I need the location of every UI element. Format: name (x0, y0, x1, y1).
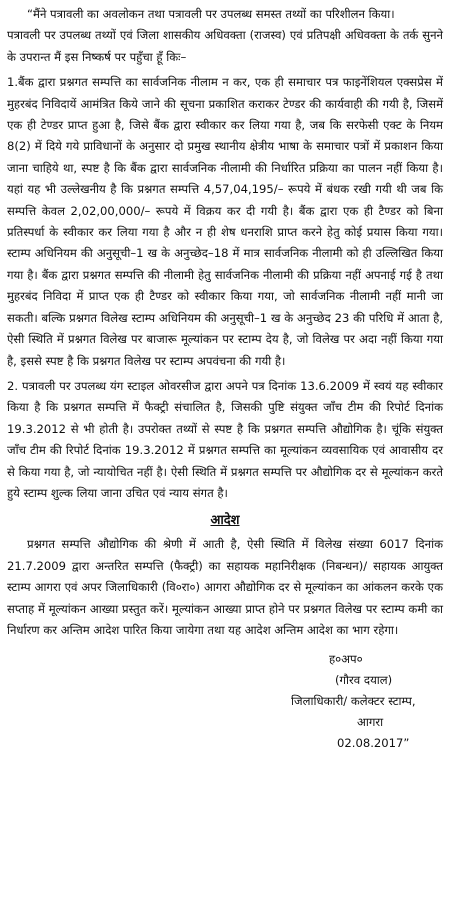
intro-line-2: पत्रावली पर उपलब्ध तथ्यों एवं जिला शासकीय अधिवक्ता (राजस्व) एवं प्रतिपक्षी अधिवक्ता के तर्क सुनने के उपरान्त मैं इस निष्कर्ष पर पहुँचा हूँ किः– (7, 28, 443, 64)
finding-point-2: 2. पत्रावली पर उपलब्ध यंग स्टाइल ओवरसीज द्वारा अपने पत्र दिनांक 13.6.2009 में स्वयं यह स्वीकार किया है कि प्रश्नगत सम्पत्ति में फैक्ट्री संचालित है, जिसकी पुष्टि संयुक्त जाँच टीम की रिपोर्ट दिनांक 19.3.2012 से भी होती है। उपरोक्त तथ्यों से स्पष्ट है कि प्रश्नगत सम्पत्ति औद्योगिक है। चूंकि संयुक्त जाँच टीम की रिपोर्ट दिनांक 19.3.2012 में प्रश्नगत सम्पत्ति का मूल्यांकन व्यवसायिक एवं आवासीय दर से किया गया है, जो न्यायोचित नहीं है। ऐसी स्थिति में प्रश्नगत सम्पत्ति पर औद्योगिक दर से मूल्यांकन करते हुये स्टाम्प शुल्क लिया जाना उचित एवं न्याय संगत है। (7, 378, 443, 500)
order-text: प्रश्नगत सम्पत्ति औद्योगिक की श्रेणी में आती है, ऐसी स्थिति में विलेख संख्या 6017 दिनांक 21.7.2009 द्वारा अन्तरित सम्पत्ति (फैक्ट्री) का सहायक महानिरीक्षक (निबन्धन)/ सहायक आयुक्त स्टाम्प आगरा एवं अपर जिलाधिकारी (वि०रा०) आगरा औद्योगिक दर से मूल्यांकन का आंकलन करके एक सप्ताह में मूल्यांकन आख्या प्रस्तुत करें। मूल्यांकन आख्या प्राप्त होने पर प्रश्नगत विलेख पर स्टाम्प कमी का निर्धारण कर अन्तिम आदेश पारित किया जायेगा तथा यह आदेश अन्तिम आदेश का भाग रहेगा। (7, 537, 443, 637)
signatory-city: आगरा (357, 715, 384, 730)
signatory-designation: जिलाधिकारी/ कलेक्टर स्टाम्प, (291, 694, 416, 709)
signatory-name: (गौरव दयाल) (335, 673, 393, 688)
order-date: 02.08.2017” (337, 736, 410, 751)
signature-initials: ह०अप० (329, 652, 363, 667)
order-heading: आदेश (210, 513, 240, 529)
intro-line-1: “मैंने पत्रावली का अवलोकन तथा पत्रावली पर उपलब्ध समस्त तथ्यों का परिशीलन किया। (27, 7, 395, 21)
signature-block (7, 649, 443, 754)
finding-point-1: 1.बैंक द्वारा प्रश्नगत सम्पत्ति का सार्वजनिक नीलाम न कर, एक ही समाचार पत्र फाइनेंशियल एक्सप्रेस में मुहरबंद निविदायें आमंत्रित किये जाने की सूचना प्रकाशित कराकर टेण्डर की कार्यवाही की गयी है, जिसमें एक ही टेण्डर प्राप्त हुआ है, जिसे बैंक द्वारा स्वीकार कर लिया गया है, जब कि सरफेसी एक्ट के नियम 8(2) में दिये गये प्राविधानों के अनुसार दो प्रमुख स्थानीय क्षेत्रीय भाषा के समाचार पत्रों में प्रकाशन किया जाना चाहिये था, स्पष्ट है कि बैंक द्वारा सार्वजनिक नीलामी की निर्धारित प्रक्रिया का पालन नहीं किया है। यहां यह भी उल्लेखनीय है कि प्रश्नगत सम्पत्ति 4,57,04,195/– रूपये में बंधक रखी गयी थी जब कि सम्पत्ति केवल 2,02,00,000/– रूपये में विक्रय कर दी गयी है। बैंक द्वारा एक ही टैण्डर को बिना प्रतिस्पर्धा के स्वीकार कर लिया गया है और न ही शेष धनराशि प्राप्त करने हेतु कोई प्रयास किया गया। स्टाम्प अधिनियम की अनुसूची–1 ख के अनुच्छेद–18 में मात्र सार्वजनिक नीलामी को ही उल्लिखित किया गया है। बैंक द्वारा प्रश्नगत सम्पत्ति की नीलामी हेतु सार्वजनिक नीलामी की प्रक्रिया नहीं अपनाई गई है तथा मुहरबंद निविदा में प्राप्त एक ही टैण्डर को स्वीकार किया गया, जो सार्वजनिक नीलामी नहीं मानी जा सकती। बल्कि प्रश्नगत विलेख स्टाम्प अधिनियम की अनुसूची–1 ख के अनुच्छेद 23 की परिधि में आता है, ऐसी स्थिति में प्रश्नगत विलेख पर बाजारू मूल्यांकन पर स्टाम्प देय है, जो विलेख पर अदा नहीं किया गया है, इससे स्पष्ट है कि प्रश्नगत विलेख पर स्टाम्प अपवंचना की गयी है। (7, 75, 443, 368)
